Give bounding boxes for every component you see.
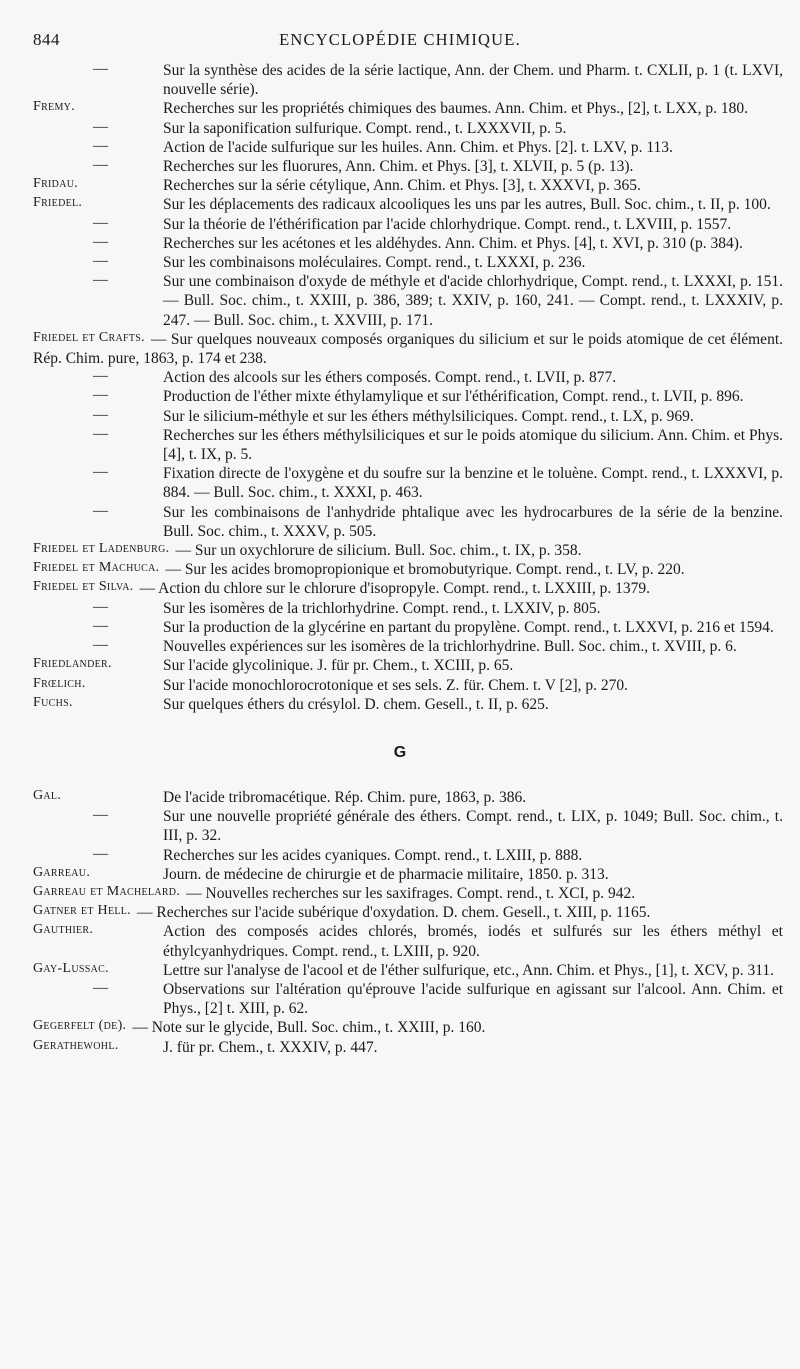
entry-text: — Action du chlore sur le chlorure d'isopropyle. Compt. rend., t. LXXIII, p. 1379. [139, 580, 650, 598]
page-header [0, 30, 800, 58]
entry-author: Friedel et Crafts. [33, 329, 145, 345]
bibliography-entry [0, 599, 800, 618]
bibliography-entry [0, 99, 800, 118]
entry-text: Recherches sur la série cétylique, Ann. Chim. et Phys. [3], t. XXXVI, p. 365. [163, 177, 641, 195]
ditto-dash: — [93, 617, 108, 634]
ditto-dash: — [93, 425, 108, 442]
ditto-dash: — [93, 598, 108, 615]
entry-text: Fixation directe de l'oxygène et du soufre sur la benzine et le toluène. Compt. rend., t. LXXXVI, p. 884. — Bull. Soc. chim., t. XXXI, p. 463. [163, 465, 783, 502]
ditto-dash: — [93, 406, 108, 423]
entry-author: Fridau. [33, 176, 79, 192]
entry-text: Sur la production de la glycérine en partant du propylène. Compt. rend., t. LXXVI, p. 216 et 1594. [163, 618, 774, 636]
entry-author: Gerathewohl. [33, 1037, 119, 1053]
entry-text: Nouvelles expériences sur les isomères de la trichlorhydrine. Bull. Soc. chim., t. XVIII, p. 6. [163, 638, 737, 656]
bibliography-entry [0, 157, 800, 176]
bibliography-entry [0, 637, 800, 656]
ditto-dash: — [93, 368, 108, 385]
entry-author: Friedel et Silva. [33, 579, 134, 595]
entry-text: Journ. de médecine de chirurgie et de pharmacie militaire, 1850. p. 313. [163, 865, 609, 883]
entry-text: Sur une nouvelle propriété générale des éthers. Compt. rend., t. LIX, p. 1049; Bull. Soc. chim., t. III, p. 32. [163, 808, 783, 845]
entry-author: Friedlander. [33, 656, 112, 672]
entry-text: — Sur un oxychlorure de silicium. Bull. Soc. chim., t. IX, p. 358. [175, 542, 582, 560]
ditto-dash: — [93, 807, 108, 824]
entry-text: Action des composés acides chlorés, bromés, iodés et sulfurés sur les éthers méthyl et éthylcyanhydriques. Compt. rend., t. LXIII, p. 920. [163, 923, 783, 960]
bibliography-entry [0, 788, 800, 807]
bibliography-entry [0, 579, 800, 598]
entry-text: Sur l'acide monochlorocrotonique et ses sels. Z. für. Chem. t. V [2], p. 270. [163, 676, 628, 694]
entry-text: Recherches sur les propriétés chimiques des baumes. Ann. Chim. et Phys., [2], t. LXX, p. 180. [163, 100, 749, 118]
bibliography-entry [0, 1038, 800, 1057]
entry-text: Sur la saponification sulfurique. Compt. rend., t. LXXXVII, p. 5. [163, 119, 567, 137]
ditto-dash: — [93, 464, 108, 481]
ditto-dash: — [93, 387, 108, 404]
entry-text: Action des alcools sur les éthers composés. Compt. rend., t. LVII, p. 877. [163, 369, 617, 387]
ditto-dash: — [93, 137, 108, 154]
entry-text: Recherches sur les acétones et les aldéhydes. Ann. Chim. et Phys. [4], t. XVI, p. 310 (p. 384). [163, 234, 743, 252]
bibliography-entry [0, 618, 800, 637]
entry-author: Gatner et Hell. [33, 903, 131, 919]
ditto-dash: — [93, 233, 108, 250]
entry-text: Sur la synthèse des acides de la série lactique, Ann. der Chem. und Pharm. t. CXLII, p. 1 (t. LXVI, nouvelle série). [163, 62, 783, 99]
entry-text: Recherches sur les fluorures, Ann. Chim. et Phys. [3], t. XLVII, p. 5 (p. 13). [163, 158, 634, 176]
entry-text: Sur les combinaisons moléculaires. Compt. rend., t. LXXXI, p. 236. [163, 254, 586, 272]
bibliography-entry [0, 272, 800, 330]
bibliography-entry [0, 138, 800, 157]
ditto-dash: — [93, 61, 108, 77]
entry-text: Sur les déplacements des radicaux alcooliques les uns par les autres, Bull. Soc. chim., t. II, p. 100. [163, 196, 771, 214]
bibliography-entry [0, 330, 800, 368]
entry-text: J. für pr. Chem., t. XXXIV, p. 447. [163, 1038, 378, 1056]
entry-text: — Sur quelques nouveaux composés organiques du silicium et sur le poids atomique de cet élément. Rép. Chim. pure, 1863, p. 174 et 238. [33, 330, 783, 368]
bibliography-entry [0, 541, 800, 560]
entry-text: Recherches sur les acides cyaniques. Compt. rend., t. LXIII, p. 888. [163, 846, 583, 864]
entry-author: Friedel et Machuca. [33, 560, 160, 576]
bibliography-entry [0, 176, 800, 195]
page-number: 844 [33, 30, 60, 49]
entry-author: Gal. [33, 787, 62, 803]
entry-text: Production de l'éther mixte éthylamylique et sur l'éthérification, Compt. rend., t. LVII, p. 896. [163, 388, 744, 406]
entry-text: — Note sur le glycide, Bull. Soc. chim., t. XXIII, p. 160. [132, 1019, 486, 1037]
bibliography-entry [0, 903, 800, 922]
bibliography-entry [0, 922, 800, 960]
entry-author: Garreau et Machelard. [33, 883, 181, 899]
entry-text: Action de l'acide sulfurique sur les huiles. Ann. Chim. et Phys. [2]. t. LXV, p. 113. [163, 138, 673, 156]
running-title: ENCYCLOPÉDIE CHIMIQUE. [279, 30, 521, 49]
ditto-dash: — [93, 979, 108, 996]
bibliography-entry [0, 1018, 800, 1037]
section-letter: G [393, 743, 407, 761]
bibliography-entry [0, 961, 800, 980]
bibliography-entry [0, 407, 800, 426]
bibliography-entry [0, 464, 800, 502]
bibliography-entry [0, 980, 800, 1018]
entry-author: Garreau. [33, 864, 91, 880]
ditto-dash: — [93, 214, 108, 231]
bibliography-entry [0, 195, 800, 214]
ditto-dash: — [93, 118, 108, 135]
entry-author: Gauthier. [33, 922, 94, 938]
bibliography-entry [0, 656, 800, 675]
entry-text: — Nouvelles recherches sur les saxifrages. Compt. rend., t. XCI, p. 942. [186, 884, 636, 902]
bibliography-entry [0, 426, 800, 464]
entry-author: Frœlich. [33, 675, 86, 691]
entries-g [0, 788, 800, 1057]
bibliography-entry [0, 695, 800, 714]
bibliography-entry [0, 560, 800, 579]
entries-f [0, 61, 800, 714]
entry-author: Gay-Lussac. [33, 960, 109, 976]
ditto-dash: — [93, 157, 108, 174]
entry-text: Sur une combinaison d'oxyde de méthyle et d'acide chlorhydrique, Compt. rend., t. LXXXI, p. 151. — Bull. Soc. chim., t. XXIII, p. 386, 389; t. XXIV, p. 160, 241. — Compt. rend., t. LXXXIV, p. 247. — Bull. Soc. chim., t. XXVIII, p. 171. [163, 273, 783, 329]
ditto-dash: — [93, 845, 108, 862]
entry-text: Recherches sur les éthers méthylsiliciques et sur le poids atomique du silicium. Ann. Chim. et Phys. [4], t. IX, p. 5. [163, 426, 783, 464]
entry-text: Sur les isomères de la trichlorhydrine. Compt. rend., t. LXXIV, p. 805. [163, 599, 601, 617]
bibliography-entry [0, 676, 800, 695]
bibliography-entry [0, 253, 800, 272]
entry-text: — Recherches sur l'acide subérique d'oxydation. D. chem. Gesell., t. XIII, p. 1165. [136, 904, 651, 922]
entry-author: Gegerfelt (de). [33, 1018, 127, 1034]
bibliography-entry [0, 503, 800, 541]
ditto-dash: — [93, 253, 108, 270]
bibliography-entry [0, 865, 800, 884]
entry-author: Friedel et Ladenburg. [33, 541, 170, 557]
entry-author: Friedel. [33, 195, 83, 211]
bibliography-entry [0, 368, 800, 387]
entry-text: Sur quelques éthers du crésylol. D. chem. Gesell., t. II, p. 625. [163, 695, 549, 713]
entry-text: De l'acide tribromacétique. Rép. Chim. pure, 1863, p. 386. [163, 788, 527, 806]
entry-text: Observations sur l'altération qu'éprouve l'acide sulfurique en agissant sur l'alcool. Ann. Chim. et Phys., [2] t. XIII, p. 62. [163, 980, 783, 1018]
bibliography-entry [0, 61, 800, 99]
bibliography-entry [0, 846, 800, 865]
entry-text: Sur les combinaisons de l'anhydride phtalique avec les hydrocarbures de la série de la benzine. Bull. Soc. chim., t. XXXV, p. 505. [163, 503, 783, 540]
bibliography-entry [0, 215, 800, 234]
entry-text: Sur l'acide glycolinique. J. für pr. Chem., t. XCIII, p. 65. [163, 657, 514, 675]
bibliography-entry [0, 119, 800, 138]
entry-author: Fremy. [33, 99, 75, 115]
bibliography-entry [0, 884, 800, 903]
ditto-dash: — [93, 637, 108, 654]
entry-text: Sur le silicium-méthyle et sur les éthers méthylsiliciques. Compt. rend., t. LX, p. 969. [163, 407, 694, 425]
bibliography-entry [0, 807, 800, 845]
bibliography-list [0, 61, 800, 1057]
entry-text: Sur la théorie de l'éthérification par l'acide chlorhydrique. Compt. rend., t. LXVIII, p. 1557. [163, 215, 732, 233]
ditto-dash: — [93, 502, 108, 519]
entry-author: Fuchs. [33, 694, 73, 710]
entry-text: — Sur les acides bromopropionique et bromobutyrique. Compt. rend., t. LV, p. 220. [165, 561, 685, 579]
bibliography-entry [0, 234, 800, 253]
entry-text: Lettre sur l'analyse de l'acool et de l'éther sulfurique, etc., Ann. Chim. et Phys., [1], t. XCV, p. 311. [163, 961, 775, 979]
bibliography-entry [0, 387, 800, 406]
ditto-dash: — [93, 272, 108, 289]
